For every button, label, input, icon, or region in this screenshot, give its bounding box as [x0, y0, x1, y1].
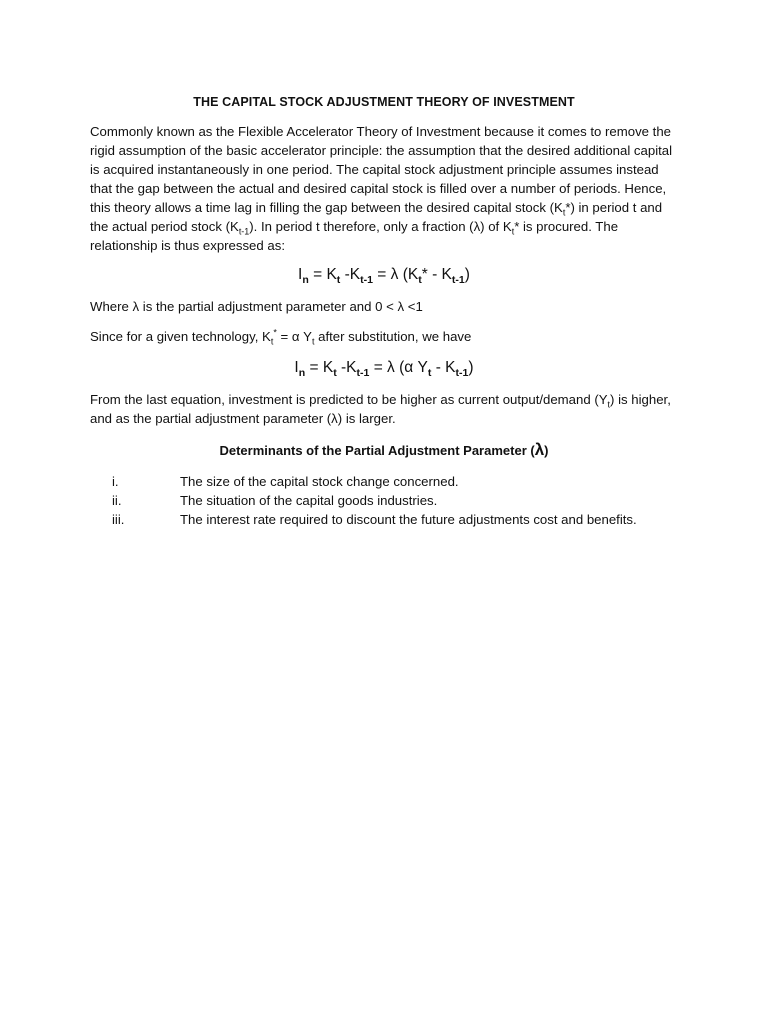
eq1-part: * - K	[421, 266, 452, 283]
heading-close: )	[544, 443, 549, 458]
eq1-part: = K	[308, 266, 337, 283]
eq2-sub: t-1	[356, 367, 370, 380]
eq1-part: = λ (K	[373, 266, 419, 283]
intro-sub-3: t	[511, 226, 515, 237]
determinants-heading	[0, 440, 768, 460]
list-item-text: The size of the capital stock change concerned.	[180, 474, 459, 489]
eq2-part: = K	[305, 359, 334, 376]
eq1-sub: t-1	[360, 274, 373, 287]
intro-text-4: * is procured. The relationship is thus expressed as:	[90, 219, 619, 253]
eq2-sub: t-1	[455, 367, 469, 380]
intro-sub-1: t	[562, 207, 566, 218]
eq1-part: I	[298, 266, 303, 283]
intro-text-1: Commonly known as the Flexible Accelerator Theory of Investment because it comes to remove the rigid assumption of the basic accelerator principle: the assumption that the desired additional capital is acquired instantaneously in one period. The capital stock adjustment principle assumes instead that the gap between the actual and desired capital stock is filled over a number of periods. Hence, this theory allows a time lag in filling the gap between the desired capital stock (K	[90, 124, 673, 215]
intro-text-3: ). In period t therefore, only a fraction (λ) of K	[249, 219, 512, 234]
equation-substituted	[0, 359, 768, 380]
eq2-part: -K	[336, 359, 357, 376]
eq1-sub: t-1	[451, 274, 465, 287]
eq2-part: - K	[431, 359, 456, 376]
list-item-number: i.	[112, 474, 119, 489]
eq2-sub: t	[427, 367, 432, 380]
since-text-2: = α Y	[276, 329, 312, 344]
eq1-sub: t	[336, 274, 341, 287]
eq2-part: = λ (α Y	[369, 359, 428, 376]
eq2-sub: t	[333, 367, 337, 380]
list-item-text: The interest rate required to discount the future adjustments cost and benefits.	[180, 512, 637, 527]
list-item	[90, 491, 690, 510]
list-item	[90, 472, 690, 491]
list-item	[90, 510, 690, 529]
eq1-part: )	[464, 266, 470, 283]
from-text-2: ) is higher, and as the partial adjustment parameter (λ) is larger.	[90, 392, 671, 426]
document-title: THE CAPITAL STOCK ADJUSTMENT THEORY OF INVESTMENT	[193, 95, 575, 109]
from-sub-1: t	[607, 399, 611, 410]
intro-paragraph	[90, 122, 680, 255]
eq2-part: )	[468, 359, 474, 376]
list-item-text: The situation of the capital goods industries.	[180, 493, 438, 508]
eq1-sub: t	[418, 274, 422, 287]
since-line	[90, 327, 680, 346]
since-sub-1: t	[270, 336, 274, 347]
from-text-1: From the last equation, investment is predicted to be higher as current output/demand (Y	[90, 392, 608, 407]
heading-text: Determinants of the Partial Adjustment Parameter (	[219, 443, 535, 458]
since-text-3: after substitution, we have	[314, 329, 472, 344]
since-text-1: Since for a given technology, K	[90, 329, 271, 344]
conclusion-paragraph	[90, 390, 680, 428]
since-sup-1: *	[273, 327, 277, 338]
heading-lambda: λ	[534, 440, 545, 459]
list-item-number: ii.	[112, 493, 122, 508]
list-item-number: iii.	[112, 512, 125, 527]
equation-partial-adjustment	[0, 266, 768, 287]
eq2-sub: n	[298, 367, 306, 380]
since-sub-2: t	[311, 336, 315, 347]
intro-text-2: *) in period t and the actual period stock (K	[90, 200, 663, 234]
eq2-part: I	[294, 359, 299, 376]
eq1-part: -K	[340, 266, 361, 283]
determinants-list	[90, 472, 690, 529]
where-line: Where λ is the partial adjustment parameter and 0 < λ <1	[90, 299, 423, 314]
intro-sub-2: t-1	[238, 226, 250, 237]
eq1-sub: n	[302, 274, 309, 287]
